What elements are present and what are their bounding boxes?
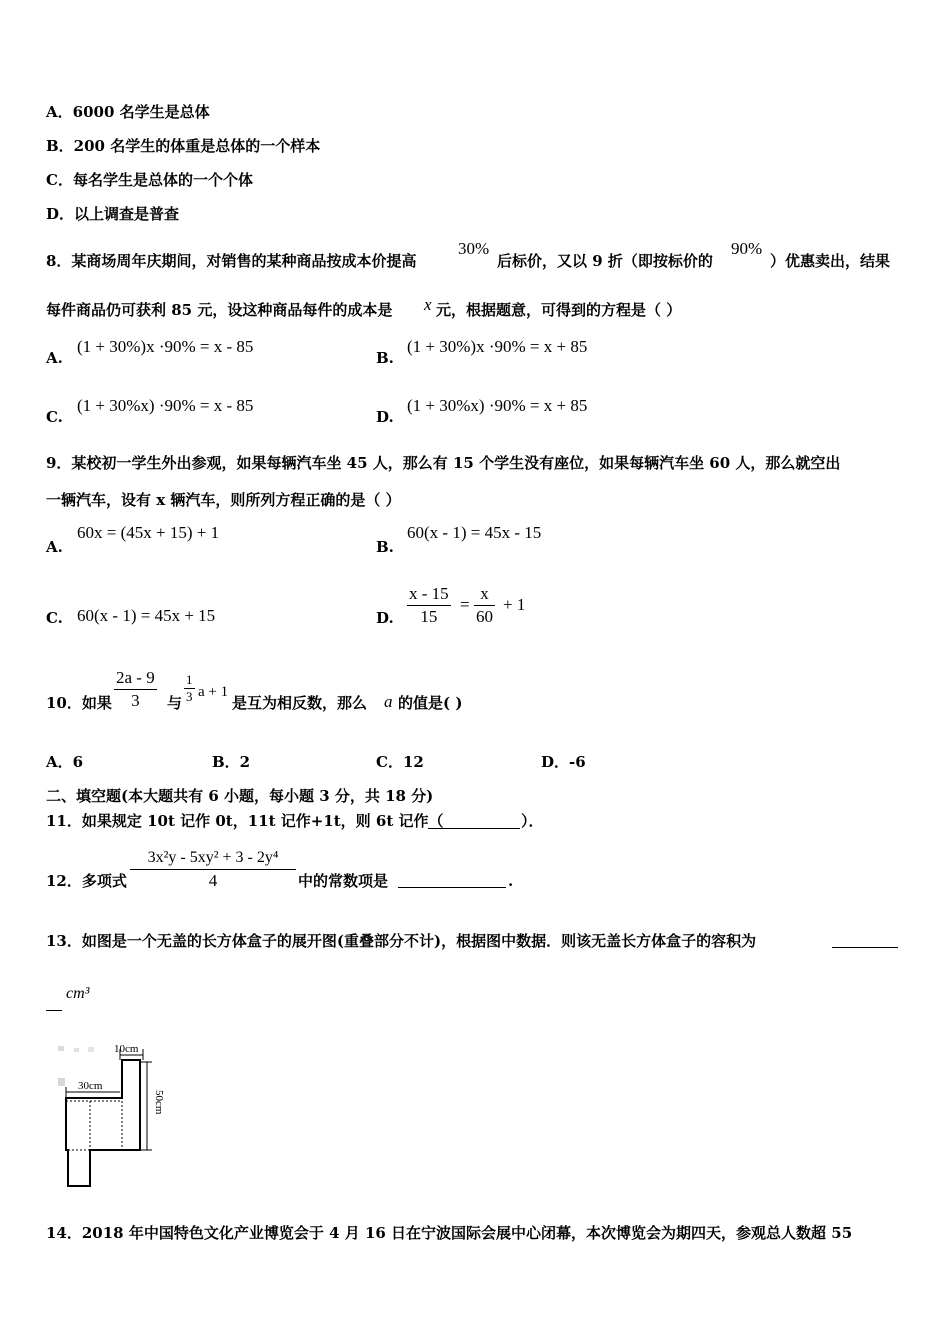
q9-option-b-label: B. xyxy=(376,538,394,556)
q7-option-a: A．6000 名学生是总体 xyxy=(46,103,210,121)
q8-stem-part1: 8．某商场周年庆期间，对销售的某种商品按成本价提高 xyxy=(46,252,417,270)
q14-stem: 14．2018 年中国特色文化产业博览会于 4 月 16 日在宁波国际会展中心闭幕，本次博览会为期四天，参观总人数超 55 xyxy=(46,1224,853,1242)
q13-unit: cm³ xyxy=(66,985,90,1002)
q10-with: 与 xyxy=(167,694,183,712)
q9-option-c-eq: 60(x - 1) = 45x + 15 xyxy=(77,606,216,625)
q8-option-c-eq: (1 + 30%x) ·90% = x - 85 xyxy=(77,396,254,415)
label-50cm: 50cm xyxy=(153,1090,165,1115)
label-30cm: 30cm xyxy=(78,1080,103,1092)
q8-option-b-eq: (1 + 30%)x ·90% = x + 85 xyxy=(407,337,588,356)
scan-smudge xyxy=(74,1048,79,1052)
q8-option-d-eq: (1 + 30%x) ·90% = x + 85 xyxy=(407,396,588,415)
q10-fraction2-tail: a + 1 xyxy=(198,684,229,700)
q11-answer-blank xyxy=(428,813,520,829)
q10-option-c: C．12 xyxy=(376,753,424,771)
q8-option-c-label: C. xyxy=(46,408,63,426)
q12-end: . xyxy=(508,872,514,890)
scan-smudge xyxy=(58,1046,64,1051)
net-outline xyxy=(66,1060,140,1186)
q9-option-a-label: A. xyxy=(46,538,63,556)
q12-polynomial-numerator: 3x²y - 5xy² + 3 - 2y⁴ xyxy=(130,847,296,870)
q8-var-x: x xyxy=(424,295,432,314)
q8-option-b-label: B. xyxy=(376,349,394,367)
q8-option-a-label: A. xyxy=(46,349,63,367)
q9-option-d-fraction1 xyxy=(407,583,451,628)
q10-fraction2-denominator: 3 xyxy=(186,689,193,704)
q13-answer-blank-1 xyxy=(832,932,898,948)
label-10cm: 10cm xyxy=(114,1043,139,1055)
scan-smudge xyxy=(58,1078,65,1086)
q10-mid-text: 是互为相反数，那么 xyxy=(232,694,368,712)
q8-stem-part3: ）优惠卖出，结果 xyxy=(770,252,891,270)
q11-text-part2: ）． xyxy=(521,812,544,830)
q10-fraction1 xyxy=(114,667,157,712)
q7-option-d: D．以上调查是普查 xyxy=(46,205,180,223)
q9-option-d-label: D. xyxy=(376,609,394,627)
q8-stem-part4: 每件商品仍可获利 85 元，设这种商品每件的成本是 xyxy=(46,301,393,319)
q9-option-d-fraction1-numerator: x - 15 xyxy=(407,583,451,606)
q9-option-b-eq: 60(x - 1) = 45x - 15 xyxy=(407,523,542,542)
q10-fraction1-denominator: 3 xyxy=(131,691,140,710)
q12-answer-blank xyxy=(398,872,506,888)
q10-prefix: 10．如果 xyxy=(46,694,112,712)
q12-polynomial-denominator: 4 xyxy=(208,871,218,890)
q11-text-part1: 11．如果规定 10t 记作 0t，11t 记作+1t，则 6t 记作（ xyxy=(46,812,444,830)
q10-option-b: B．2 xyxy=(212,753,251,771)
q12-suffix: 中的常数项是 xyxy=(298,872,389,890)
q9-option-a-eq: 60x = (45x + 15) + 1 xyxy=(77,523,220,542)
q9-option-d-fraction1-denominator: 15 xyxy=(420,607,438,626)
q9-option-d-fraction2-denominator: 60 xyxy=(476,607,493,626)
q9-option-d-fraction2-numerator: x xyxy=(474,583,495,606)
q12-polynomial-fraction xyxy=(130,847,296,892)
q7-option-c: C．每名学生是总体的一个个体 xyxy=(46,171,253,189)
section-2-heading: 二、填空题(本大题共有 6 小题，每小题 3 分，共 18 分) xyxy=(46,787,434,805)
q8-percent-30: 30% xyxy=(458,239,490,258)
q9-option-d-tail: + 1 xyxy=(503,595,526,614)
scan-smudge xyxy=(88,1047,94,1052)
q9-stem-line1: 9．某校初一学生外出参观，如果每辆汽车坐 45 人，那么有 15 个学生没有座位，如果每辆汽车坐 60 人，那么就空出 xyxy=(46,454,841,472)
q10-fraction2 xyxy=(184,672,195,705)
q10-var-a: a xyxy=(384,692,393,711)
q8-percent-90: 90% xyxy=(731,239,763,258)
q8-option-a-eq: (1 + 30%)x ·90% = x - 85 xyxy=(77,337,254,356)
q12-prefix: 12．多项式 xyxy=(46,872,127,890)
q9-option-d-fraction2 xyxy=(474,583,495,628)
q9-stem-line2: 一辆汽车，设有 x 辆汽车，则所列方程正确的是（ ） xyxy=(46,491,401,509)
q9-option-d-equals: = xyxy=(460,595,470,614)
q8-stem-part2: 后标价，又以 9 折（即按标价的 xyxy=(497,252,713,270)
q13-box-net-figure xyxy=(52,1038,165,1190)
q10-suffix: 的值是( ) xyxy=(398,694,463,712)
q10-option-d: D．-6 xyxy=(541,753,586,771)
q7-option-b: B．200 名学生的体重是总体的一个样本 xyxy=(46,137,321,155)
q13-answer-blank-2 xyxy=(46,995,62,1011)
q10-option-a: A．6 xyxy=(46,753,84,771)
q10-fraction1-numerator: 2a - 9 xyxy=(114,667,157,690)
q8-stem-part5: 元，根据题意，可得到的方程是（ ） xyxy=(436,301,682,319)
q13-stem: 13．如图是一个无盖的长方体盒子的展开图(重叠部分不计)，根据图中数据．则该无盖长方体盒子的容积为 xyxy=(46,932,757,950)
q9-option-c-label: C. xyxy=(46,609,63,627)
q8-option-d-label: D. xyxy=(376,408,394,426)
q10-fraction2-numerator: 1 xyxy=(186,672,193,687)
